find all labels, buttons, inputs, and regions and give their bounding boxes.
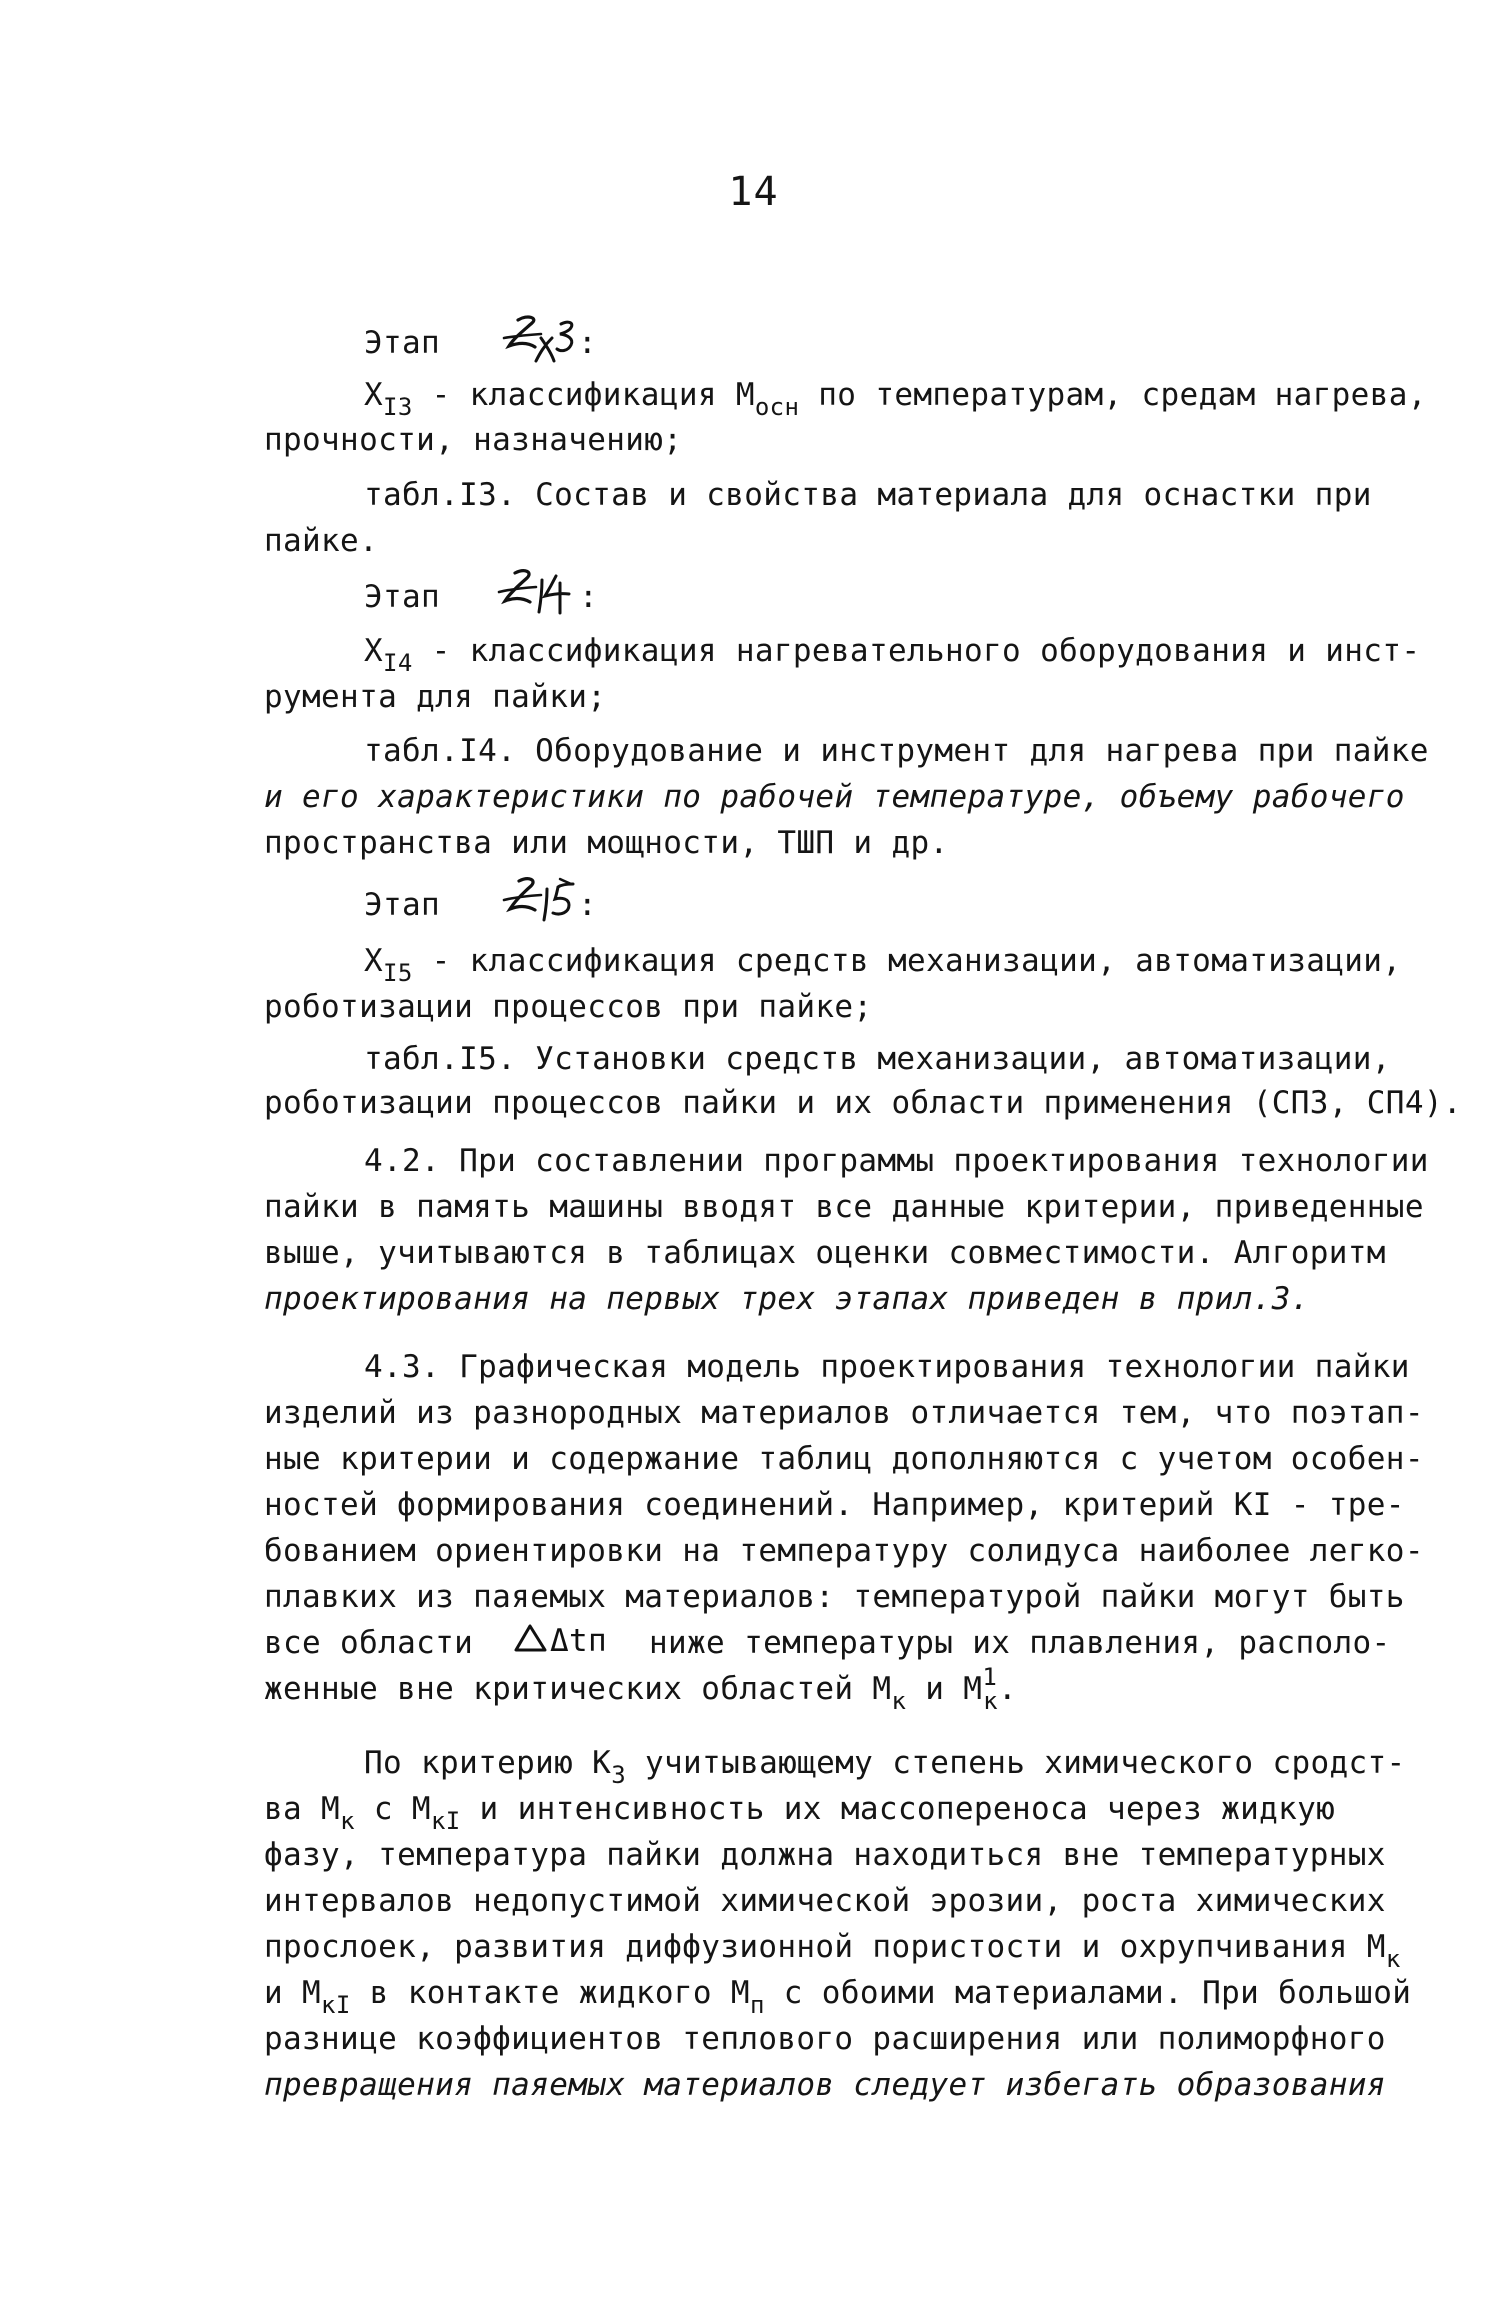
section-4-3-line-6: плавких из паяемых материалов: температурой пайки могут быть <box>264 1579 1405 1615</box>
section-4-3-line-2: изделий из разнородных материалов отличается тем, что поэтап- <box>264 1395 1424 1431</box>
section-4-2-line-4: проектирования на первых трех этапах приведен в прил.3. <box>264 1281 1310 1317</box>
paragraph-k3-line-7: разнице коэффициентов теплового расширения или полиморфного <box>264 2021 1386 2057</box>
stage-14-table-line-3: пространства или мощности, ТШП и др. <box>264 825 949 861</box>
stage-15-classification-line <box>364 940 1402 987</box>
paragraph-k3-line-2-text-c: и интенсивность их массопереноса через жидкую <box>460 1791 1336 1827</box>
stage-15-label: Этап <box>364 887 441 923</box>
stage-15-table-line-2: роботизации процессов пайки и их области применения (СПЗ, СП4). <box>264 1085 1462 1121</box>
section-4-2-line-1: 4.2. При составлении программы проектирования технологии <box>364 1143 1429 1179</box>
stage-15-heading <box>364 884 598 926</box>
paragraph-k3-line-5 <box>264 1926 1401 1973</box>
stage-14-heading <box>364 576 599 618</box>
paragraph-k3-line-6-subscript-2: п <box>749 1991 765 2019</box>
stage-13-handwritten-mark <box>496 310 582 364</box>
stage-14-handwritten-mark <box>490 564 576 618</box>
paragraph-k3-line-6-text-a: и М <box>264 1975 322 2011</box>
stage-14-mark-graphic <box>490 564 576 618</box>
stage-15-table-line-1: табл.I5. Установки средств механизации, автоматизации, <box>364 1041 1391 1077</box>
stage-14-classification-continuation: румента для пайки; <box>264 679 607 715</box>
stage-13-classification-line <box>364 374 1427 421</box>
section-4-3-line-7-text-a: все области <box>264 1625 474 1661</box>
section-4-3-line-8-text-a: женные вне критических областей М <box>264 1671 892 1707</box>
section-4-3-line-8 <box>264 1663 1017 1715</box>
section-4-3-line-4: ностей формирования соединений. Например, критерий КI - тре- <box>264 1487 1405 1523</box>
stage-15-classification-continuation: роботизации процессов при пайке; <box>264 989 873 1025</box>
stage-15-x-variable: X <box>364 943 384 979</box>
paragraph-k3-line-3: фазу, температура пайки должна находиться вне температурных <box>264 1837 1386 1873</box>
stage-15-line1-text: - классификация средств механизации, автоматизации, <box>412 943 1402 979</box>
paragraph-k3-line-6-text-b: в контакте жидкого М <box>350 1975 750 2011</box>
stage-13-x-subscript: I3 <box>383 393 413 421</box>
paragraph-k3-line-2-text-a: ва М <box>264 1791 341 1827</box>
stage-13-table-line-1: табл.I3. Состав и свойства материала для оснастки при <box>364 477 1372 513</box>
delta-t-solder-symbol <box>512 1618 612 1664</box>
stage-13-classification-continuation: прочности, назначению; <box>264 422 683 458</box>
stage-14-x-subscript: I4 <box>383 649 413 677</box>
paragraph-k3-line-8: превращения паяемых материалов следует избегать образования <box>264 2067 1386 2103</box>
section-4-3-line-3: ные критерии и содержание таблиц дополняются с учетом особен- <box>264 1441 1424 1477</box>
delta-symbol-text: Δtп <box>550 1623 608 1659</box>
section-4-3-line-7 <box>264 1622 1391 1664</box>
stage-14-colon: : <box>579 579 599 615</box>
paragraph-k3-line-1-text-a: По критерию К <box>364 1745 612 1781</box>
paragraph-k3-line-2-text-b: с М <box>354 1791 431 1827</box>
section-4-3-line-8-subscript-2: к <box>983 1687 998 1715</box>
stage-15-handwritten-mark <box>496 872 582 926</box>
stage-13-table-line-2: пайке. <box>264 523 379 559</box>
paragraph-k3-line-6-text-c: с обоими материалами. При большой <box>764 1975 1412 2011</box>
paragraph-k3-line-4: интервалов недопустимой химической эрозии, роста химических <box>264 1883 1386 1919</box>
section-4-2-line-2: пайки в память машины вводят все данные критерии, приведенные <box>264 1189 1424 1225</box>
stage-15-x-subscript: I5 <box>383 959 413 987</box>
stage-15-colon: : <box>578 887 598 923</box>
section-4-2-line-3: выше, учитываются в таблицах оценки совместимости. Алгоритм <box>264 1235 1386 1271</box>
stage-14-label: Этап <box>364 579 441 615</box>
paragraph-k3-line-5-subscript: к <box>1385 1945 1401 1973</box>
stage-13-colon: : <box>578 325 598 361</box>
stage-14-x-variable: X <box>364 633 384 669</box>
stage-13-line1-text-b: по температурам, средам нагрева, <box>799 377 1427 413</box>
paragraph-k3-line-2-subscript-1: к <box>340 1807 355 1835</box>
paragraph-k3-subscript: 3 <box>611 1761 626 1789</box>
section-4-3-line-8-superscript: 1 <box>982 1663 998 1691</box>
stage-13-line1-text-a: - классификация М <box>412 377 755 413</box>
stage-14-line1-text: - классификация нагревательного оборудования и инст- <box>412 633 1421 669</box>
stage-13-label: Этап <box>364 325 441 361</box>
delta-t-solder-graphic <box>512 1618 612 1664</box>
section-4-3-line-8-subscript-1: к <box>891 1687 907 1715</box>
paragraph-k3-line-1-text-b: учитывающему степень химического сродст- <box>626 1745 1406 1781</box>
stage-13-x-variable: X <box>364 377 384 413</box>
page-number: 14 <box>728 169 779 215</box>
stage-15-mark-graphic <box>496 872 582 926</box>
stage-13-heading <box>364 322 598 364</box>
paragraph-k3-line-2 <box>264 1788 1336 1835</box>
stage-13-mark-graphic <box>496 310 582 364</box>
paragraph-k3-line-6 <box>264 1972 1412 2019</box>
section-4-3-line-8-end: . <box>997 1671 1017 1707</box>
paragraph-k3-line-5-text-a: прослоек, развития диффузионной пористости и охрупчивания М <box>264 1929 1386 1965</box>
section-4-3-line-8-text-b: и М <box>906 1671 983 1707</box>
paragraph-k3-line-2-subscript-2: кI <box>430 1807 461 1835</box>
stage-14-classification-line <box>364 630 1421 677</box>
paragraph-k3-line-1 <box>364 1742 1406 1789</box>
section-4-3-line-1: 4.3. Графическая модель проектирования технологии пайки <box>364 1349 1410 1385</box>
section-4-3-line-7-text-b: ниже температуры их плавления, располо- <box>649 1625 1391 1661</box>
paragraph-k3-line-6-subscript-1: кI <box>321 1991 351 2019</box>
stage-13-material-subscript: осн <box>754 393 800 421</box>
stage-14-table-line-2: и его характеристики по рабочей температуре, объему рабочего <box>264 779 1405 815</box>
stage-14-table-line-1: табл.I4. Оборудование и инструмент для нагрева при пайке <box>364 733 1429 769</box>
section-4-3-line-5: бованием ориентировки на температуру солидуса наиболее легко- <box>264 1533 1424 1569</box>
